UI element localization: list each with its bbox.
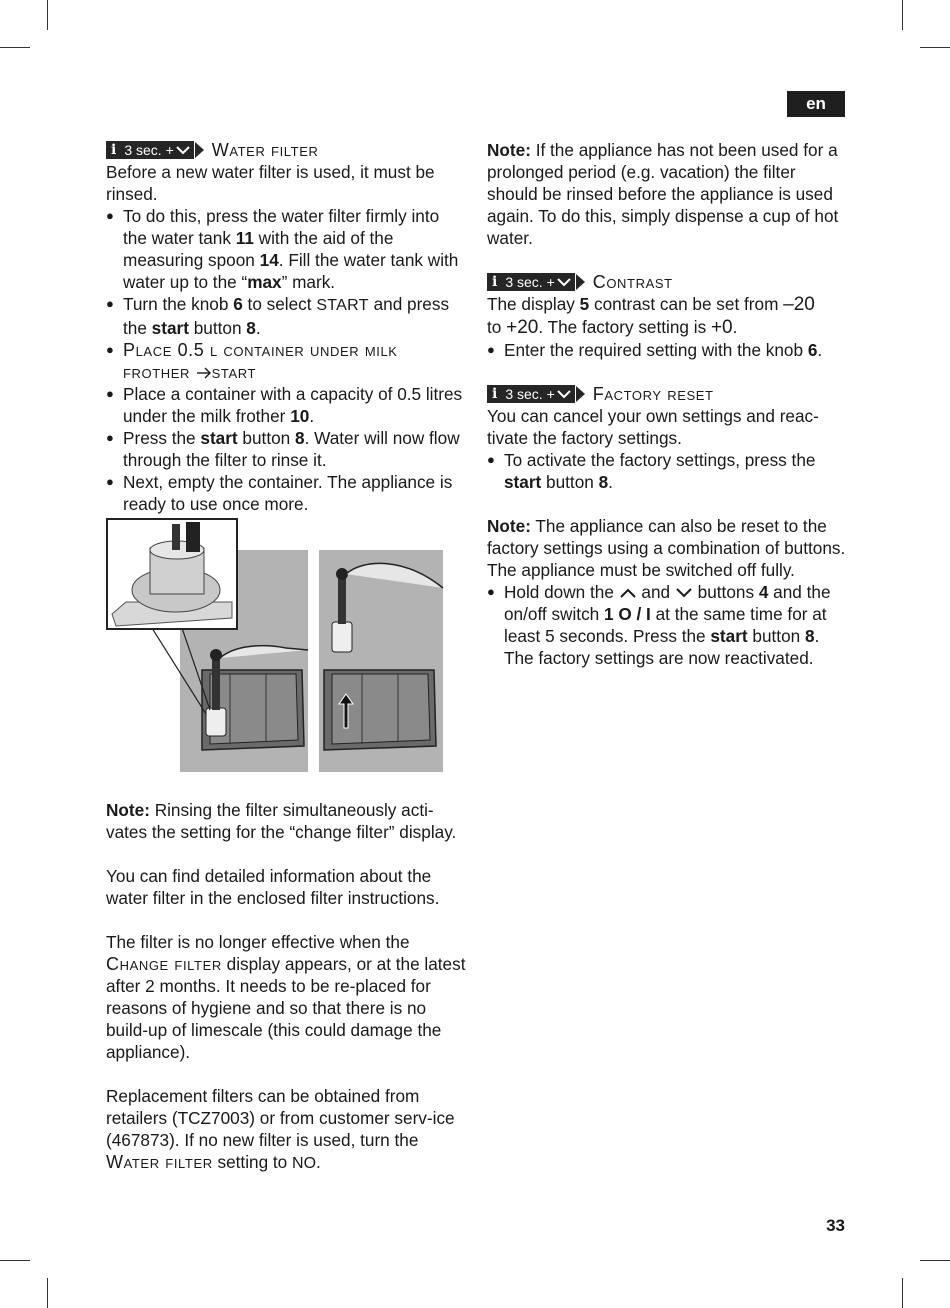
crop-mark (0, 47, 30, 48)
arrow-triangle-icon (576, 274, 585, 290)
list-item: ● Place a container with a capacity of 0.5 litres under the milk frother 10. (106, 383, 466, 427)
language-tag: en (787, 91, 845, 117)
list-item: ● Turn the knob 6 to select START and press the start button 8. (106, 293, 466, 339)
info-icon: i (492, 386, 498, 402)
right-column (487, 139, 849, 669)
intro-text: Before a new water filter is used, it must be rinsed. (106, 162, 435, 204)
crop-mark (902, 0, 903, 30)
replacement-filters-text: Replacement filters can be obtained from retailers (TCZ7003) or from customer serv-ice (467873). If no new filter is used, turn the Water filter setting to NO. (106, 1086, 455, 1172)
instruction-list (487, 449, 849, 493)
arrow-triangle-icon (576, 386, 585, 402)
note-prolonged-use: Note: If the appliance has not been used for a prolonged period (e.g. vacation) the filter should be rinsed before the appliance is used again. To do this, simply dispense a cup of hot water. (487, 140, 839, 248)
page-number: 33 (826, 1216, 845, 1235)
menu-badge: i 3 sec. + (106, 141, 194, 159)
list-item: ● Place 0.5 l container under milk frother start (106, 339, 466, 383)
crop-mark (47, 1278, 48, 1308)
crop-mark (920, 1260, 950, 1261)
info-icon: i (111, 142, 117, 158)
crop-mark (902, 1278, 903, 1308)
contrast-heading (487, 271, 849, 293)
chevron-down-icon (557, 277, 571, 287)
list-item: ● Enter the required setting with the knob 6. (487, 339, 849, 361)
right-arrow-icon (196, 367, 212, 379)
factory-reset-heading (487, 383, 849, 405)
chevron-down-icon (176, 145, 190, 155)
instruction-list (487, 339, 849, 361)
instruction-list (487, 581, 849, 669)
water-filter-heading (106, 139, 466, 161)
chevron-down-icon (675, 587, 693, 599)
filter-illustration (106, 518, 446, 774)
menu-badge: i 3 sec. + (487, 385, 575, 403)
menu-badge: i 3 sec. + (487, 273, 575, 291)
left-column-bottom (106, 799, 466, 1175)
list-item: ● Press the start button 8. Water will now flow through the filter to rinse it. (106, 427, 466, 471)
filter-info-text: You can find detailed information about the water filter in the enclosed filter instructions. (106, 866, 440, 908)
section-title: Water filter (211, 140, 319, 160)
section-title: Contrast (592, 272, 673, 292)
chevron-up-icon (619, 587, 637, 599)
note-filter-display: Note: Rinsing the filter simultaneously acti-vates the setting for the “change filter” display. (106, 800, 457, 842)
crop-mark (0, 1260, 30, 1261)
arrow-triangle-icon (195, 142, 204, 158)
list-item: ● To do this, press the water filter firmly into the water tank 11 with the aid of the measuring spoon 14. Fill the water tank with water up to the “max” mark. (106, 205, 466, 293)
info-icon: i (492, 274, 498, 290)
note-reset-combination: Note: The appliance can also be reset to the factory settings using a combination of buttons. The appliance must be switched off fully. (487, 516, 846, 580)
instruction-list (106, 205, 466, 515)
list-item: ● Next, empty the container. The appliance is ready to use once more. (106, 471, 466, 515)
list-item: ● Hold down the and buttons 4 and the on/off switch 1 O / I at the same time for at least 5 seconds. Press the start button 8. The factory settings are now reactivated. (487, 581, 849, 669)
filter-effectiveness-text: The filter is no longer effective when the Change filter display appears, or at the latest after 2 months. It needs to be re-placed for reasons of hygiene and so that there is no build-up of limescale (this could damage the appliance). (106, 932, 466, 1062)
crop-mark (47, 0, 48, 30)
crop-mark (920, 47, 950, 48)
factory-intro: You can cancel your own settings and reac-tivate the factory settings. (487, 406, 819, 448)
chevron-down-icon (557, 389, 571, 399)
contrast-text: The display 5 contrast can be set from –20 to +20. The factory setting is +0. (487, 294, 815, 338)
section-title: Factory reset (592, 384, 714, 404)
left-column-top (106, 139, 466, 515)
list-item: ● To activate the factory settings, press the start button 8. (487, 449, 849, 493)
